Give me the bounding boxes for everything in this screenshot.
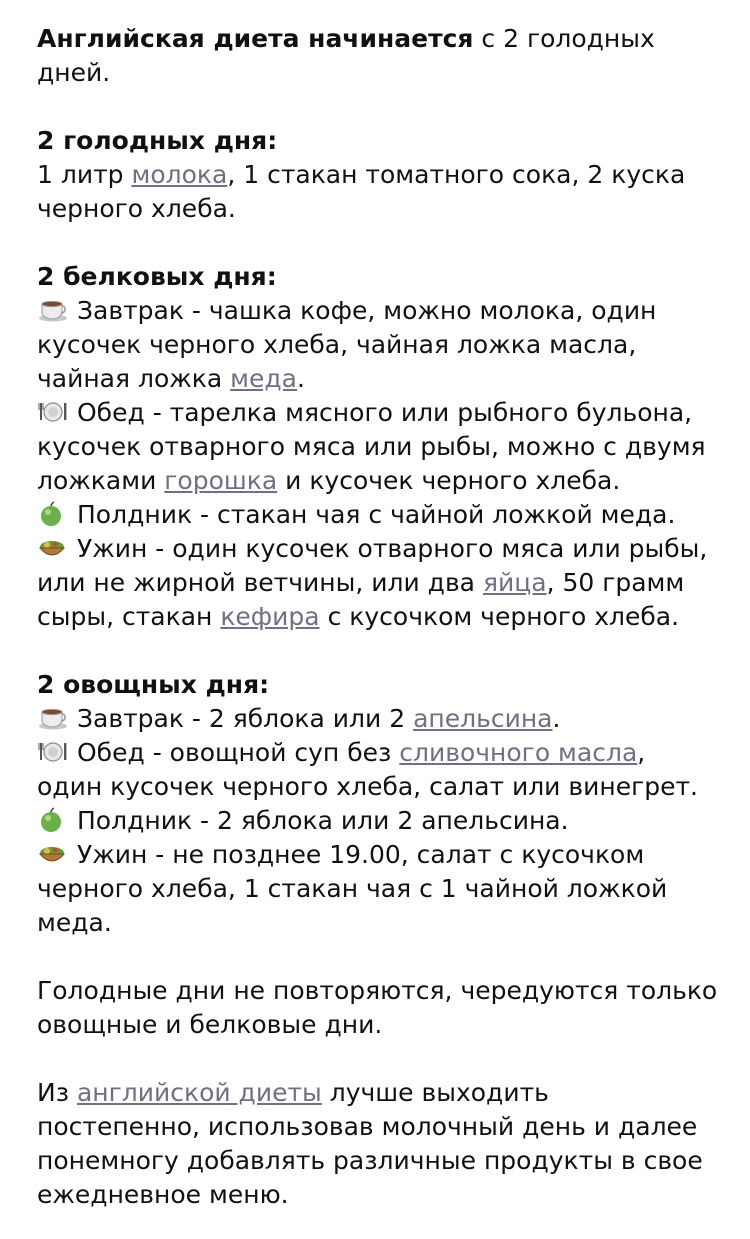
coffee-cup-icon [37,705,69,731]
hunger-heading: 2 голодных дня: [37,126,278,155]
veg-dinner: Ужин - не позднее 19.00, салат с кусочком [37,838,736,872]
coffee-cup-icon [37,297,69,323]
veg-breakfast: Завтрак - 2 яблока или 2 апельсина. [37,702,736,736]
apple-icon [37,501,69,527]
protein-breakfast: Завтрак - чашка кофе, можно молока, один [37,294,736,328]
intro-bold: Английская диета начинается [37,24,474,53]
vegetable-days-section: 2 овощных дня: Завтрак - 2 яблока или 2 апельсина. Обед - овощной суп без сливочного масла, один кусочек черного хлеба, салат или винегрет. Полдник - 2 яблока или 2 апельсина. Ужин - не позднее 19.00, салат с кусочком черного хлеба, 1 стакан чая с 1 чайной ложкой меда. [37,668,736,940]
honey-link[interactable]: меда [230,364,298,393]
hunger-line: 1 литр молока, 1 стакан томатного сока, 2 куска [37,160,686,189]
oranges-link[interactable]: апельсина [413,704,553,733]
protein-snack: Полдник - стакан чая с чайной ложкой меда. [37,498,736,532]
intro-paragraph [37,22,736,90]
hunger-line-2: черного хлеба. [37,194,236,223]
note-paragraph: Голодные дни не повторяются, чередуются только овощные и белковые дни. [37,976,718,1039]
plate-icon [37,739,69,765]
veg-lunch: Обед - овощной суп без сливочного масла, [37,736,736,770]
salad-bowl-icon [37,841,69,867]
apple-icon [37,807,69,833]
plate-icon [37,399,69,425]
intro-line-2: дней. [37,58,111,87]
eggs-link[interactable]: яйца [482,568,547,597]
butter-link[interactable]: сливочного масла [399,738,638,767]
veg-snack: Полдник - 2 яблока или 2 апельсина. [37,804,736,838]
peas-link[interactable]: горошка [164,466,278,495]
exit-paragraph: Из английской диеты лучше выходить постепенно, использовав молочный день и далее понемногу добавлять различные продукты в свое ежедневное меню. [37,1078,703,1209]
protein-dinner: Ужин - один кусочек отварного мяса или рыбы, [37,532,736,566]
protein-lunch: Обед - тарелка мясного или рыбного бульона, [37,396,736,430]
english-diet-link[interactable]: английской диеты [76,1078,322,1107]
protein-heading: 2 белковых дня: [37,262,277,291]
veg-heading: 2 овощных дня: [37,670,270,699]
salad-bowl-icon [37,535,69,561]
milk-link[interactable]: молока [131,160,228,189]
protein-days-section: 2 белковых дня: Завтрак - чашка кофе, можно молока, один кусочек черного хлеба, чайная ложка масла, чайная ложка меда. Обед - тарелка мясного или рыбного бульона, кусочек отварного мяса или рыбы, можно с двумя ложками горошка и кусочек черного хлеба. Полдник - стакан чая с чайной ложкой меда. Ужин - один кусочек отварного мяса или рыбы, или не жирной ветчины, или два яйца, 50 грамм сыры, стакан кефира с кусочком черного хлеба. [37,260,736,634]
kefir-link[interactable]: кефира [220,602,320,631]
intro-line: Английская диета начинается с 2 голодных [37,24,655,53]
hunger-days-section [37,124,736,226]
